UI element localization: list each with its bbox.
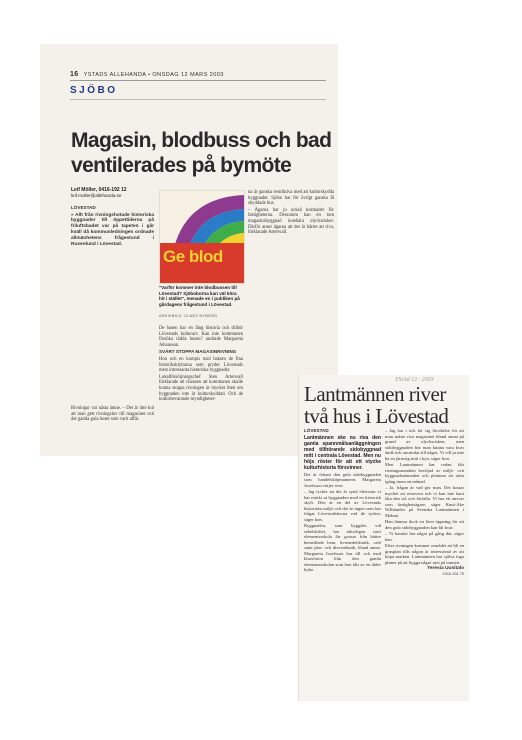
- section-label: SJÖBO: [70, 85, 118, 96]
- column-3-para-1: na är ganska restriktiva med att kulturskydda byggnader. Sjöbo har för övrigt ganska få skyddade hus.: [248, 190, 334, 207]
- headline-2-line-1: Lantmännen river: [304, 382, 446, 406]
- byline: [71, 187, 127, 199]
- column-1-bottom-text: Rivningar var nästa ämne. – Det är inte kul att man gett rivningslov till magasinet och det gamla gula huset som varit affär.: [71, 406, 154, 423]
- column-2: [159, 326, 243, 404]
- column-2-para-2: Hon och en kompis stod bakom de fina historiksklyltarna som pryder Lövestads mest intressanta historiska byggnader.: [159, 356, 243, 374]
- c2-col2-para-2: Men Lantmännen har redan fått rivningsanmälan beviljad av miljö- och byggnadsnämnden och planerar att sätta igång inom en månad.: [385, 462, 464, 484]
- author-signature: Teresia Uusitalo: [427, 566, 464, 571]
- headline-2: [304, 383, 468, 427]
- subheading: SVÄRT STOPPA MAGASINRIVNING: [159, 349, 237, 355]
- c2-col2-para-3: – Ja, frågan är vad gör man. Det kostar mycket att renovera och vi kan inte bara låta den stå och förfalla. Vi har ett ansvar som fastighetsägare, säger Knut-Åke Wåhlander på Svenska Lantmännen i Malmö.: [385, 485, 464, 518]
- article-photo: [159, 190, 245, 284]
- date-stamp: YStAd 12 · 2003: [395, 377, 434, 383]
- blood-bus-image: [160, 191, 244, 283]
- column-3-para-2: – Ägarna har ju också kostnader för fastigheterna. Dessutom kan en tom magasinsbyggnad innebära olycksrisker. Därför anser ägarna att det är bättre att riva, förklarade Arterwall.: [248, 207, 334, 236]
- dateline-2: LÖVESTAD: [304, 428, 329, 433]
- byline-name: Leif Möller, 0416-192 12: [71, 187, 127, 193]
- c2-col2-para-5: – Vi kanske har något på gång där, säger han.: [385, 531, 464, 542]
- header-rule: [70, 80, 326, 81]
- c2-col1-para-3: Byggnaden, som byggdes vid sekelskiftet, har säkerligen varit elementarskola för gossar från bättre bemedlade hem, livsmedelsbutik, café samt järn- och diversebutik, bland annat. Margareta Josefsson har till och med klassfoton från den gamla elementarskolan som hon fått av en äldre bybo.: [304, 523, 381, 572]
- page-header: [70, 71, 224, 78]
- headline: [71, 128, 339, 178]
- dateline: LÖVESTAD: [71, 205, 96, 210]
- banner-text: Ge blod: [163, 247, 223, 266]
- column-2-2: [385, 428, 464, 577]
- masthead: YSTADS ALLEHANDA • ONSDAG 12 MARS 2003: [83, 72, 224, 78]
- c2-col1-para-1: Det är främst den gula sidobyggnaden som handelsköpmannens Margareta Josefsson värjer över.: [304, 471, 381, 488]
- c2-col2-para-4: Han lämnar dock en liten öppning för att den gula sidobyggnaden kan bli kvar.: [385, 519, 464, 530]
- author-phone: 0416-331 75: [442, 571, 464, 576]
- photo-credit: ARKIVBILD: CLAES NYBERG: [159, 314, 218, 318]
- column-2-para-1: De basen har en lång historia och tillhör Lövestads kulturarv. Kan inte kommunen försöka rädda husen? undrade Margareta Johansson.: [159, 326, 243, 348]
- column-1: [71, 205, 154, 248]
- c2-col2-para-6: Efter rivningen kommer området att bli en grusplan tills någon är intresserad av att köpa marken. Lantmännen har själva inga planer på att bygga något nytt på tomten.: [385, 543, 464, 565]
- column-1-bottom: [71, 406, 154, 424]
- headline-line-2: ventilerades på bymöte: [71, 154, 292, 177]
- column-3: [248, 190, 334, 237]
- section-rule: [70, 99, 326, 100]
- photo-caption: "Varför kommer inte blodbussen till Lövestad? Sjöboborna kan väl köra hit i stället", menade en i publiken på gårdagens frågestund i Lövestad.: [159, 285, 240, 307]
- c2-col1-para-2: – Jag tycker att det är synd eftersom vi har märkt ut byggnaden med en historisk skylt. Den är en del av Lövestads historiska miljö och det är ingen som har frågat Lövestadsborna vad de tycker, säger hon.: [304, 489, 381, 522]
- lead-paragraph: » Allt från rivningshotade historiska byggnader till öppettiderna på friluftsbadet var på tapeten i går kväll då kommunledningen ordnade allmänhetens frågestund i Rusenlund i Lövestad.: [71, 212, 154, 247]
- lead-paragraph-2: Lantmännen ske nu riva den gamla spannmålsanläggningen med tillhörande sidobyggnad mitt i centrala Lövestad. Men nu höjs röster för att ett stycke kulturhistoria försvinner.: [304, 434, 381, 471]
- page-number: 16: [70, 71, 79, 78]
- c2-col2-para-1: – Jag har i och för sig förståelse för att man måste riva magasinet bland annat på grund av olycksrisken, men sidobyggnaden bör man kunna vara kvar ändå och användas till något. Vi vill ju inte ha en järnväg mitt i byn, säger hon.: [385, 428, 464, 461]
- column-2-1: [304, 428, 381, 574]
- byline-email: leif.moller@allehanda.se: [71, 193, 122, 198]
- headline-2-line-2: två hus i Lövestad: [304, 404, 449, 428]
- headline-line-1: Magasin, blodbuss och bad: [71, 129, 332, 152]
- column-2-para-3: Lokalförsörjningschef Sten Arterwall förklarade att chansen att kommunen skulle kunna stoppa rivningen är mycket liten om byggnaden inte är kulturskyddad. Och de kulturbevarande myndigheter-: [159, 374, 243, 403]
